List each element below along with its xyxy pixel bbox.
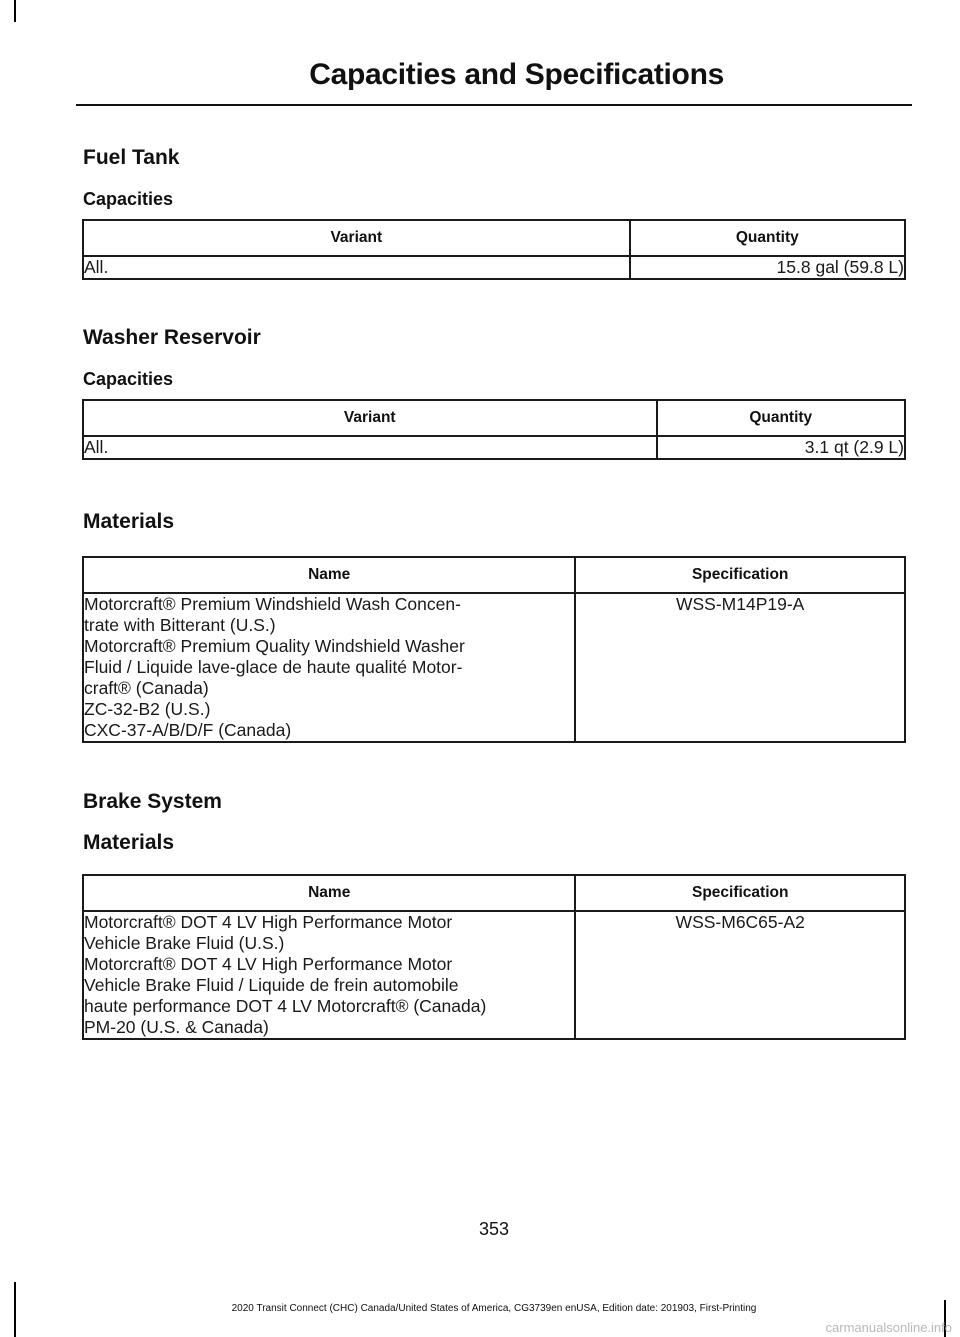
- name-line: Vehicle Brake Fluid / Liquide de frein automobile: [84, 975, 459, 995]
- name-line: craft® (Canada): [84, 678, 209, 698]
- column-header-quantity: Quantity: [630, 220, 905, 256]
- section-heading-fuel-tank: Fuel Tank: [83, 146, 180, 169]
- section-heading-washer-reservoir: Washer Reservoir: [83, 326, 261, 349]
- name-line: Motorcraft® Premium Quality Windshield Washer: [84, 636, 465, 656]
- table-row: [83, 256, 905, 279]
- name-line: Motorcraft® Premium Windshield Wash Concen-: [84, 594, 461, 614]
- column-header-specification: Specification: [575, 875, 905, 911]
- name-line: Fluid / Liquide lave-glace de haute qualité Motor-: [84, 657, 463, 677]
- fuel-tank-capacities-table: [82, 219, 906, 280]
- cell-quantity: 15.8 gal (59.8 L): [630, 256, 905, 279]
- name-line: trate with Bitterant (U.S.): [84, 615, 276, 635]
- name-line: haute performance DOT 4 LV Motorcraft® (Canada): [84, 996, 487, 1016]
- subheading-brake-materials: Materials: [83, 831, 175, 854]
- crop-mark-top-left: [14, 0, 16, 22]
- table-header-row: [83, 220, 905, 256]
- cell-specification: WSS-M6C65-A2: [575, 911, 905, 1039]
- footer-edition-info: 2020 Transit Connect (CHC) Canada/United States of America, CG3739en enUSA, Edition date: 201903, First-Printing: [231, 1303, 757, 1314]
- table-header-row: [83, 557, 905, 593]
- cell-variant: All.: [83, 256, 630, 279]
- brake-materials-table: [82, 874, 906, 1040]
- name-line: PM-20 (U.S. & Canada): [84, 1017, 269, 1037]
- table-row: [83, 593, 905, 742]
- column-header-quantity: Quantity: [657, 400, 905, 436]
- name-line: Vehicle Brake Fluid (U.S.): [84, 933, 285, 953]
- column-header-variant: Variant: [83, 400, 657, 436]
- subheading-washer-capacities: Capacities: [83, 369, 174, 389]
- cell-variant: All.: [83, 436, 657, 459]
- name-line: Motorcraft® DOT 4 LV High Performance Motor: [84, 912, 453, 932]
- name-line: CXC-37-A/B/D/F (Canada): [84, 720, 292, 740]
- cell-name: [83, 911, 575, 1039]
- name-line: Motorcraft® DOT 4 LV High Performance Motor: [84, 954, 453, 974]
- table-row: [83, 436, 905, 459]
- cell-name: [83, 593, 575, 742]
- table-row: [83, 911, 905, 1039]
- name-line: ZC-32-B2 (U.S.): [84, 699, 211, 719]
- section-heading-brake-system: Brake System: [83, 790, 222, 813]
- table-header-row: [83, 875, 905, 911]
- page-title: Capacities and Specifications: [309, 58, 724, 91]
- column-header-specification: Specification: [575, 557, 905, 593]
- washer-reservoir-capacities-table: [82, 399, 906, 460]
- column-header-name: Name: [83, 557, 575, 593]
- washer-materials-table: [82, 556, 906, 743]
- column-header-variant: Variant: [83, 220, 630, 256]
- section-heading-materials: Materials: [83, 510, 175, 533]
- page-number: 353: [478, 1219, 510, 1239]
- subheading-fuel-tank-capacities: Capacities: [83, 189, 174, 209]
- watermark: carmanualsonline.info: [825, 1320, 952, 1335]
- column-header-name: Name: [83, 875, 575, 911]
- title-divider: [76, 104, 912, 106]
- table-header-row: [83, 400, 905, 436]
- cell-quantity: 3.1 qt (2.9 L): [657, 436, 905, 459]
- cell-specification: WSS-M14P19-A: [575, 593, 905, 742]
